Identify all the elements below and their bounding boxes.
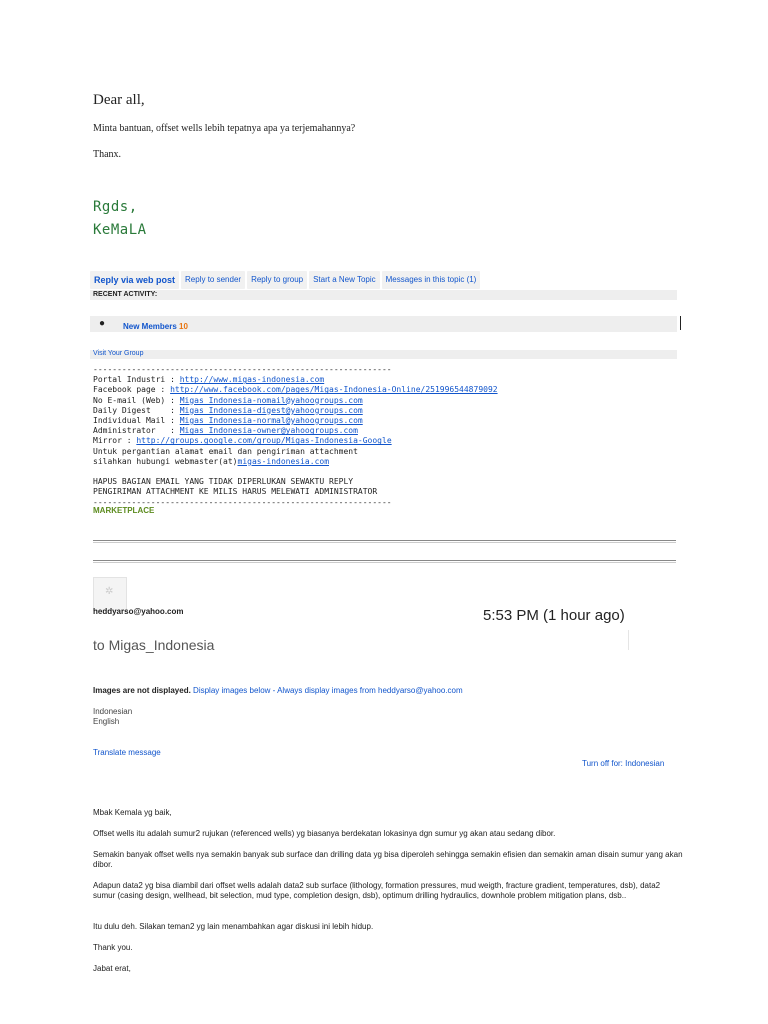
images-separator: -: [270, 686, 278, 695]
visit-group-bar: [90, 350, 677, 359]
footer-separator-2: --------------------------------------------------------------: [93, 497, 392, 507]
digest-label: Daily Digest :: [93, 405, 180, 415]
source-language[interactable]: Indonesian: [93, 707, 133, 716]
recipient-text: to Migas_Indonesia: [93, 637, 215, 653]
bullet-icon: ●: [99, 318, 106, 329]
text-cursor: [680, 316, 681, 330]
avatar[interactable]: [93, 577, 127, 611]
mirror-label: Mirror :: [93, 436, 137, 446]
portal-link[interactable]: http://www.migas-indonesia.com: [179, 375, 325, 385]
message-paragraph: Mbak Kemala yg baik,: [93, 808, 172, 817]
contact-domain-link[interactable]: migas-indonesia.com: [237, 456, 330, 466]
reply-toolbar: [90, 271, 480, 289]
message-paragraph: Semakin banyak offset wells nya semakin banyak sub surface dan drilling data yg bisa diperoleh sehingga semakin efisien dan semakin aman disain sumur yang akan dibor.: [93, 850, 683, 869]
divider: [93, 540, 676, 543]
message-paragraph: Itu dulu deh. Silakan teman2 yg lain menambahkan agar diskusi ini lebih hidup.: [93, 922, 374, 931]
reply-group-link[interactable]: Reply to group: [247, 271, 307, 289]
facebook-label: Facebook page :: [93, 385, 171, 395]
digest-link[interactable]: Migas_Indonesia-digest@yahoogroups.com: [179, 405, 363, 415]
footer-separator: --------------------------------------------------------------: [93, 365, 392, 374]
signature-name: KeMaLA: [93, 222, 147, 238]
divider: [93, 560, 676, 563]
change-address-text: Untuk pergantian alamat email dan pengiriman attachment: [93, 446, 358, 456]
visit-group-link[interactable]: Visit Your Group: [93, 350, 144, 357]
new-members-link[interactable]: [123, 322, 188, 331]
translate-message-link[interactable]: Translate message: [93, 748, 161, 757]
recent-activity-bar: [90, 290, 677, 300]
user-placeholder-icon: ✲: [105, 586, 114, 597]
marketplace-heading: MARKETPLACE: [93, 506, 155, 515]
new-members-label: New Members: [123, 322, 177, 331]
portal-label: Portal Industri :: [93, 375, 180, 385]
facebook-link[interactable]: http://www.facebook.com/pages/Migas-Indonesia-Online/251996544879092: [170, 385, 498, 395]
divider: [628, 630, 629, 650]
signature-regards: Rgds,: [93, 199, 138, 215]
sender-address[interactable]: heddyarso@yahoo.com: [93, 607, 184, 616]
message-paragraph: Offset wells itu adalah sumur2 rujukan (referenced wells) yg biasanya berdekatan lokasinya dgn sumur yg akan atau sedang dibor.: [93, 829, 556, 838]
notice-attachment-text: PENGIRIMAN ATTACHMENT KE MILIS HARUS MELEWATI ADMINISTRATOR: [93, 487, 378, 497]
noemail-label: No E-mail (Web) :: [93, 395, 180, 405]
turn-off-translation-link[interactable]: Turn off for: Indonesian: [582, 759, 665, 768]
individual-label: Individual Mail :: [93, 416, 180, 426]
message-paragraph: Adapun data2 yg bisa diambil dari offset wells adalah data2 sub surface (lithology, formation pressures, mud weigth, fracture gradient, temperatures, dsb), data2 sumur (casing design, wellhead, bit selection, mud type, completion design, dsb), optimum drilling hydraulics, downhole problem mitigation plans, dsb..: [93, 881, 661, 900]
mailing-list-footer: [93, 365, 498, 508]
message-time: 5:53 PM (1 hour ago): [483, 607, 625, 624]
display-images-link[interactable]: Display images below: [193, 686, 271, 695]
always-display-images-link[interactable]: Always display images from heddyarso@yahoo.com: [277, 686, 463, 695]
individual-link[interactable]: Migas_Indonesia-normal@yahoogroups.com: [179, 416, 363, 426]
message-paragraph: Jabat erat,: [93, 964, 131, 973]
recent-activity-heading: RECENT ACTIVITY:: [93, 291, 158, 298]
admin-link[interactable]: Migas_Indonesia-owner@yahoogroups.com: [179, 426, 358, 436]
greeting-text: Dear all,: [93, 92, 145, 108]
question-text: Minta bantuan, offset wells lebih tepatnya apa ya terjemahannya?: [93, 123, 356, 134]
noemail-link[interactable]: Migas_Indonesia-nomail@yahoogroups.com: [179, 395, 363, 405]
reply-web-post-link[interactable]: Reply via web post: [90, 271, 179, 289]
mirror-link[interactable]: http://groups.google.com/group/Migas-Indonesia-Google: [136, 436, 392, 446]
images-notice: [93, 686, 463, 695]
thanks-text: Thanx.: [93, 149, 122, 160]
messages-in-topic-link[interactable]: Messages in this topic (1): [382, 271, 481, 289]
reply-sender-link[interactable]: Reply to sender: [181, 271, 245, 289]
images-not-displayed-text: Images are not displayed.: [93, 686, 191, 695]
notice-remove-text: HAPUS BAGIAN EMAIL YANG TIDAK DIPERLUKAN SEWAKTU REPLY: [93, 477, 354, 487]
new-members-count: 10: [179, 322, 188, 331]
contact-text: silahkan hubungi webmaster(at): [93, 456, 238, 466]
new-topic-link[interactable]: Start a New Topic: [309, 271, 380, 289]
message-paragraph: Thank you.: [93, 943, 133, 952]
admin-label: Administrator :: [93, 426, 180, 436]
target-language[interactable]: English: [93, 717, 120, 726]
